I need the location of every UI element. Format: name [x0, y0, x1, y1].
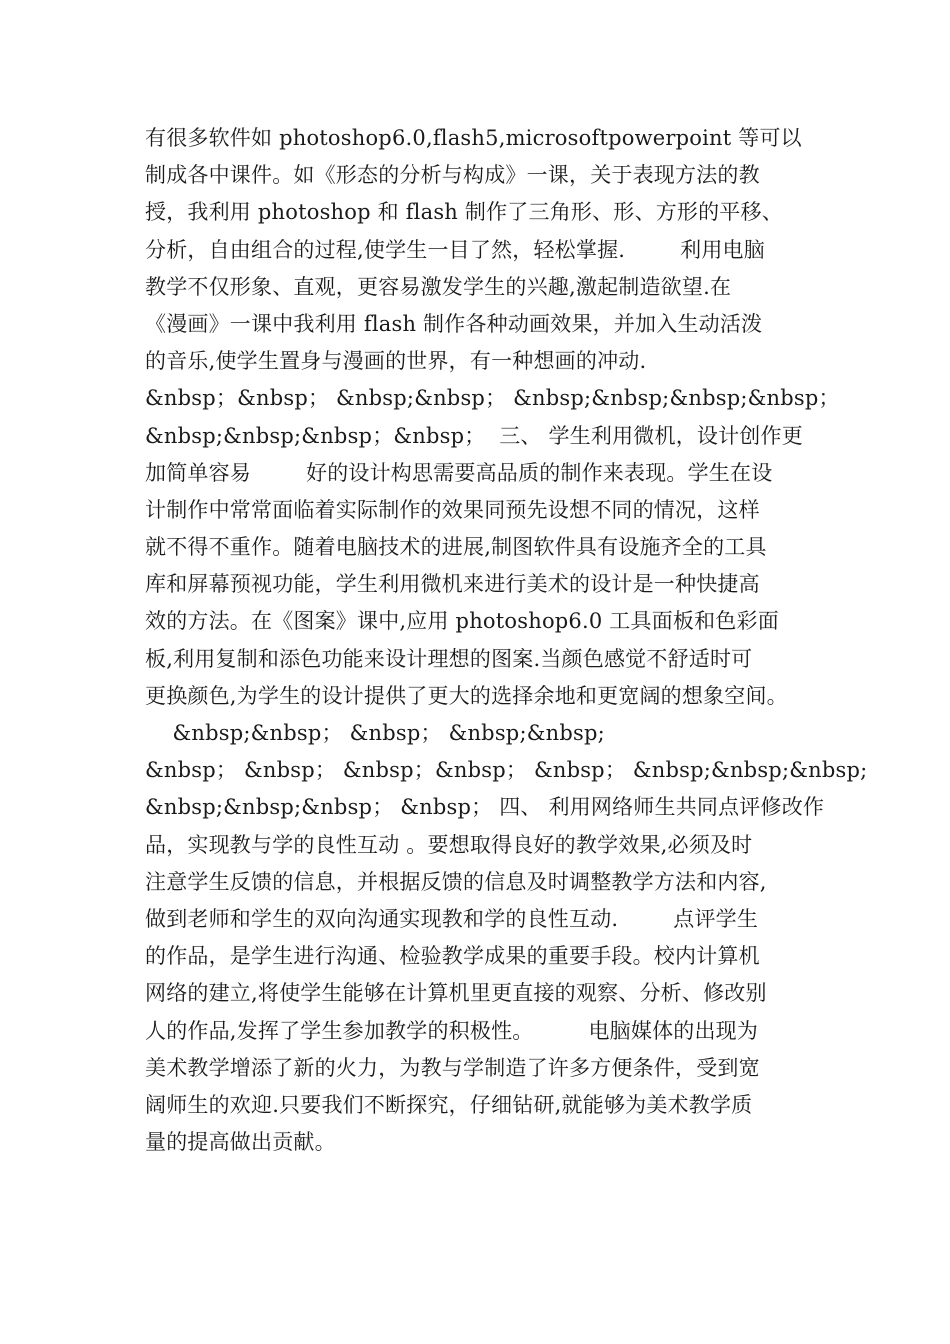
text-line: 加简单容易 好的设计构思需要高品质的制作来表现。学生在设 [145, 460, 773, 485]
text-line: 的音乐,使学生置身与漫画的世界，有一种想画的冲动. [145, 349, 647, 374]
text-line: &nbsp;&nbsp;&nbsp；&nbsp； 三、 学生利用微机，设计创作更 [145, 423, 803, 448]
text-line: 分析，自由组合的过程,使学生一目了然，轻松掌握. 利用电脑 [145, 237, 765, 262]
text-line: 《漫画》一课中我利用 flash 制作各种动画效果，并加入生动活泼 [145, 311, 763, 336]
text-line: 量的提高做出贡献。 [145, 1130, 336, 1155]
text-line: 教学不仅形象、直观，更容易激发学生的兴趣,激起制造欲望.在 [145, 274, 732, 299]
text-line: 品，实现教与学的良性互动 。要想取得良好的教学效果,必须及时 [145, 832, 753, 857]
text-line: 授，我利用 photoshop 和 flash 制作了三角形、形、方形的平移、 [145, 200, 783, 225]
text-line: 效的方法。在《图案》课中,应用 photoshop6.0 工具面板和色彩面 [145, 609, 779, 634]
text-line: 阔师生的欢迎.只要我们不断探究，仔细钻研,就能够为美术教学质 [145, 1092, 753, 1117]
text-line: 板,利用复制和添色功能来设计理想的图案.当颜色感觉不舒适时可 [145, 646, 753, 671]
text-line: 更换颜色,为学生的设计提供了更大的选择余地和更宽阔的想象空间。 [145, 683, 788, 708]
text-line: &nbsp； &nbsp； &nbsp；&nbsp； &nbsp； &nbsp;&nbsp;&nbsp; [145, 758, 868, 783]
text-line: 计制作中常常面临着实际制作的效果同预先设想不同的情况，这样 [145, 497, 760, 522]
text-line: 制成各中课件。如《形态的分析与构成》一课，关于表现方法的教 [145, 163, 760, 188]
text-line: 美术教学增添了新的火力，为教与学制造了许多方便条件，受到宽 [145, 1055, 760, 1080]
text-line: &nbsp;&nbsp； &nbsp； &nbsp;&nbsp; [145, 721, 605, 745]
text-line: &nbsp;&nbsp;&nbsp； &nbsp； 四、 利用网络师生共同点评修改作 [145, 795, 825, 820]
text-line: 库和屏幕预视功能，学生利用微机来进行美术的设计是一种快捷高 [145, 572, 760, 597]
text-line: 就不得不重作。随着电脑技术的进展,制图软件具有设施齐全的工具 [145, 535, 767, 560]
body-text [145, 120, 868, 1161]
text-line: 人的作品,发挥了学生参加教学的积极性。 电脑媒体的出现为 [145, 1018, 759, 1043]
text-line: 的作品，是学生进行沟通、检验教学成果的重要手段。校内计算机 [145, 944, 760, 969]
text-line: 做到老师和学生的双向沟通实现教和学的良性互动. 点评学生 [145, 906, 759, 931]
text-line: &nbsp；&nbsp； &nbsp;&nbsp； &nbsp;&nbsp;&nbsp;&nbsp； [145, 386, 840, 411]
text-line: 注意学生反馈的信息，并根据反馈的信息及时调整教学方法和内容, [145, 869, 767, 894]
text-line: 有很多软件如 photoshop6.0,flash5,microsoftpowerpoint 等可以 [145, 126, 802, 150]
text-line: 网络的建立,将使学生能够在计算机里更直接的观察、分析、修改别 [145, 981, 767, 1006]
